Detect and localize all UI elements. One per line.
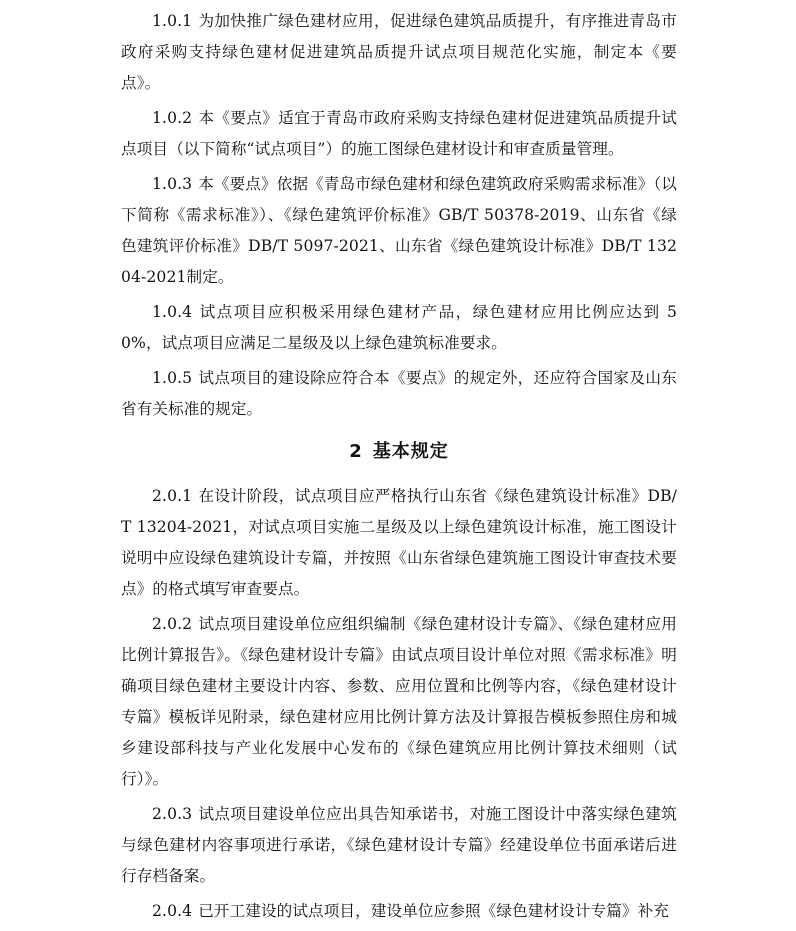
clause-number: 1.0.5	[152, 369, 193, 387]
section-title: 基本规定	[372, 441, 449, 462]
section-number: 2	[349, 441, 363, 462]
clause-number: 2.0.3	[152, 805, 193, 823]
clause-2-0-4	[121, 896, 677, 927]
clause-1-0-2	[121, 103, 677, 165]
clause-number: 1.0.3	[152, 175, 193, 193]
clause-text: 为加快推广绿色建材应用，促进绿色建筑品质提升，有序推进青岛市政府采购支持绿色建材促进建筑品质提升试点项目规范化实施，制定本《要点》。	[121, 12, 677, 92]
clause-number: 2.0.4	[152, 902, 193, 920]
clause-number: 1.0.2	[152, 109, 193, 127]
clause-2-0-3	[121, 799, 677, 892]
clause-text: 试点项目建设单位应组织编制《绿色建材设计专篇》、《绿色建材应用比例计算报告》。《绿色建材设计专篇》由试点项目设计单位对照《需求标准》明确项目绿色建材主要设计内容、参数、应用位置和比例等内容，《绿色建材设计专篇》模板详见附录，绿色建材应用比例计算方法及计算报告模板参照住房和城乡建设部科技与产业化发展中心发布的《绿色建筑应用比例计算技术细则（试行）》。	[121, 615, 677, 788]
section-heading	[121, 435, 677, 469]
clause-text: 试点项目建设单位应出具告知承诺书，对施工图设计中落实绿色建筑与绿色建材内容事项进行承诺，《绿色建材设计专篇》经建设单位书面承诺后进行存档备案。	[121, 805, 677, 885]
clause-number: 2.0.2	[152, 615, 193, 633]
clause-1-0-4	[121, 297, 677, 359]
clause-2-0-1	[121, 481, 677, 605]
clause-number: 1.0.4	[152, 303, 193, 321]
clause-1-0-1	[121, 6, 677, 99]
clause-number: 1.0.1	[152, 12, 193, 30]
clause-text: 已开工建设的试点项目，建设单位应参照《绿色建材设计专篇》补充	[198, 902, 670, 920]
clause-text: 试点项目的建设除应符合本《要点》的规定外，还应符合国家及山东省有关标准的规定。	[121, 369, 677, 418]
clause-number: 2.0.1	[152, 487, 193, 505]
section-1-clauses	[121, 6, 677, 425]
clause-1-0-5	[121, 363, 677, 425]
clause-2-0-2	[121, 609, 677, 795]
clause-1-0-3	[121, 169, 677, 293]
clause-text: 在设计阶段，试点项目应严格执行山东省《绿色建筑设计标准》DB/T 13204-2021，对试点项目实施二星级及以上绿色建筑设计标准，施工图设计说明中应设绿色建筑设计专篇，并按照《山东省绿色建筑施工图设计审查技术要点》的格式填写审查要点。	[121, 487, 677, 598]
section-2-clauses	[121, 481, 677, 927]
clause-text: 本《要点》依据《青岛市绿色建材和绿色建筑政府采购需求标准》（以下简称《需求标准》）、《绿色建筑评价标准》GB/T 50378-2019、山东省《绿色建筑评价标准》DB/T 5097-2021、山东省《绿色建筑设计标准》DB/T 13204-2021制定。	[121, 175, 677, 286]
clause-text: 试点项目应积极采用绿色建材产品，绿色建材应用比例应达到 50%，试点项目应满足二星级及以上绿色建筑标准要求。	[121, 303, 677, 352]
document-page	[121, 6, 677, 931]
clause-text: 本《要点》适宜于青岛市政府采购支持绿色建材促进建筑品质提升试点项目（以下简称“试点项目”）的施工图绿色建材设计和审查质量管理。	[121, 109, 677, 158]
